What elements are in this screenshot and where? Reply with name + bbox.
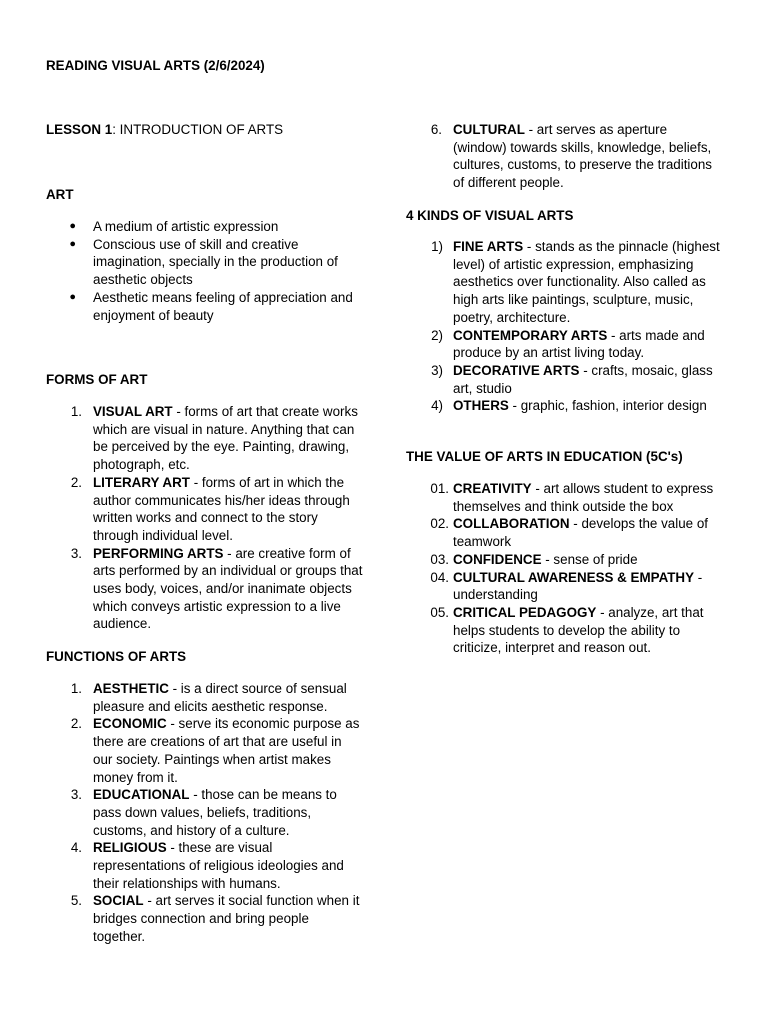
list-item: 2) CONTEMPORARY ARTS - arts made and produce by an artist living today. bbox=[431, 327, 705, 361]
functions-list bbox=[46, 680, 364, 946]
list-item: 01. CREATIVITY - art allows student to express themselves and think outside the box bbox=[430, 481, 714, 514]
list-item: 04. CULTURAL AWARENESS & EMPATHY - understanding bbox=[430, 569, 703, 603]
list-item: 4) OTHERS - graphic, fashion, interior design bbox=[431, 398, 707, 414]
list-item: ● Aesthetic means feeling of appreciation and enjoyment of beauty bbox=[46, 289, 362, 324]
art-heading: ART bbox=[46, 187, 74, 202]
forms-heading: FORMS OF ART bbox=[46, 372, 148, 387]
list-item: 6. CULTURAL - art serves as aperture (window) towards skills, knowledge, beliefs, cultures, customs, to preserve the traditions of different people. bbox=[430, 122, 712, 191]
list-item: 2. LITERARY ART - forms of art in which the author communicates his/her ideas through written works and connect to the story through individual level. bbox=[70, 474, 350, 543]
list-item: 3. PERFORMING ARTS - are creative form of arts performed by an individual or groups that uses body, voices, and/or inanimate objects which conveys artistic expression to a live audience. bbox=[70, 545, 363, 632]
bullet-icon: ● bbox=[69, 237, 76, 250]
list-item: ● Conscious use of skill and creative imagination, specially in the production of aesthetic objects bbox=[46, 236, 362, 289]
kinds-heading: 4 KINDS OF VISUAL ARTS bbox=[406, 208, 574, 223]
document-title: READING VISUAL ARTS (2/6/2024) bbox=[46, 58, 265, 73]
bullet-icon: ● bbox=[69, 290, 76, 303]
art-bullet-list bbox=[46, 218, 362, 324]
list-item: 1) FINE ARTS - stands as the pinnacle (highest level) of artistic expression, emphasizing aesthetics over functionality. Also called as high arts like paintings, sculpture, music, poetry, architecture. bbox=[431, 239, 720, 325]
list-item: 5. SOCIAL - art serves it social function when it bridges connection and bring people together. bbox=[70, 893, 360, 944]
list-item: 05. CRITICAL PEDAGOGY - analyze, art that helps students to develop the ability to criticize, interpret and reason out. bbox=[430, 604, 704, 656]
list-item: 02. COLLABORATION - develops the value of teamwork bbox=[430, 516, 709, 550]
value-list bbox=[406, 480, 726, 657]
kinds-list bbox=[406, 238, 726, 415]
list-item: 1. VISUAL ART - forms of art that create works which are visual in nature. Anything that can be perceived by the eye. Painting, drawing, photograph, etc. bbox=[70, 404, 358, 473]
forms-list bbox=[46, 403, 364, 633]
value-heading: THE VALUE OF ARTS IN EDUCATION (5C's) bbox=[406, 449, 683, 464]
list-item: 1. AESTHETIC - is a direct source of sensual pleasure and elicits aesthetic response. bbox=[70, 681, 347, 714]
lesson-heading bbox=[46, 121, 283, 139]
list-item: 03. CONFIDENCE - sense of pride bbox=[430, 551, 638, 567]
list-item: ● A medium of artistic expression bbox=[46, 218, 362, 236]
functions-heading: FUNCTIONS OF ARTS bbox=[46, 649, 187, 664]
list-item: 3. EDUCATIONAL - those can be means to pass down values, beliefs, traditions, customs, and history of a culture. bbox=[70, 787, 337, 838]
lesson-label: LESSON 1 bbox=[46, 122, 113, 137]
bullet-icon: ● bbox=[69, 220, 76, 232]
list-item: 2. ECONOMIC - serve its economic purpose as there are creations of art that are useful in our society. Paintings when artist makes money from it. bbox=[70, 716, 360, 785]
functions-list-continued bbox=[406, 121, 724, 192]
list-item: 3) DECORATIVE ARTS - crafts, mosaic, glass art, studio bbox=[431, 362, 713, 396]
lesson-title: : INTRODUCTION OF ARTS bbox=[112, 122, 284, 137]
list-item: 4. RELIGIOUS - these are visual representations of religious ideologies and their relationships with humans. bbox=[70, 840, 344, 891]
